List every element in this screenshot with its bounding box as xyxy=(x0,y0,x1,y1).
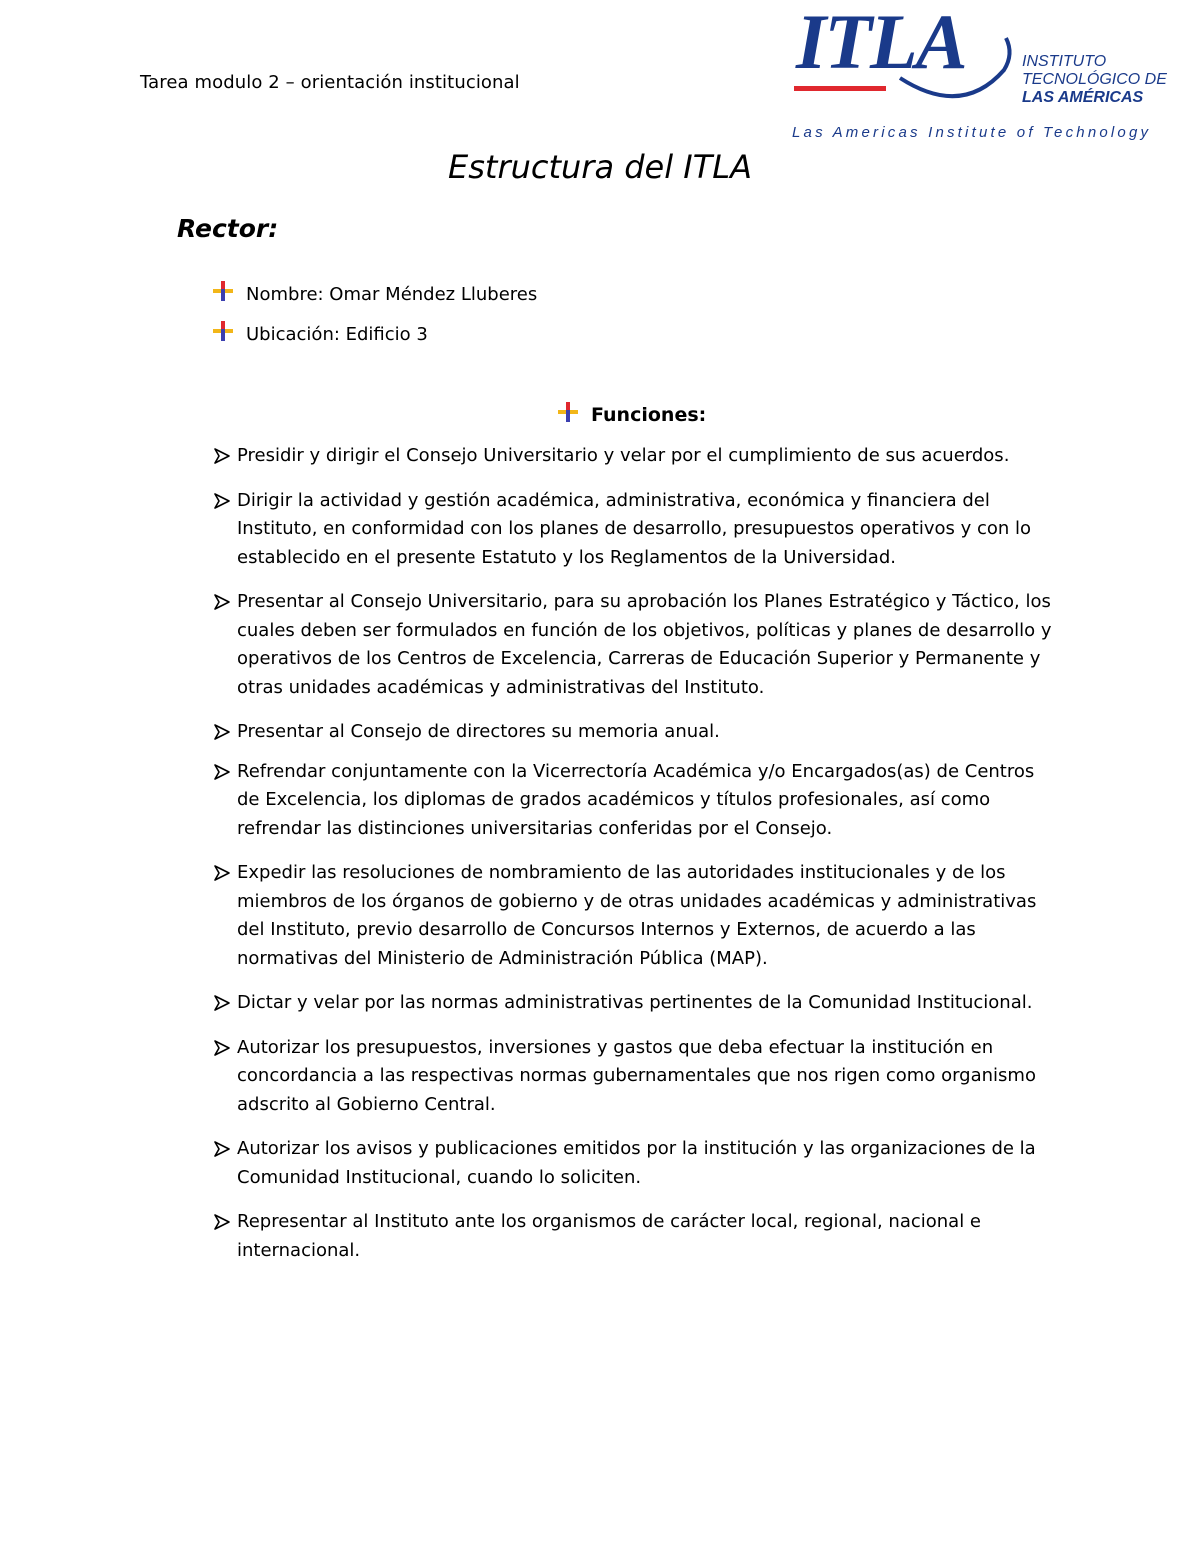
arrow-bullet-icon xyxy=(213,1140,231,1158)
function-text: Representar al Instituto ante los organismos de carácter local, regional, nacional e internacional. xyxy=(237,1211,982,1261)
arrow-bullet-icon xyxy=(213,763,231,781)
list-item xyxy=(213,758,1053,844)
functions-heading xyxy=(557,404,706,426)
list-item xyxy=(213,442,1053,471)
function-text: Expedir las resoluciones de nombramiento de las autoridades institucionales y de los miembros de los órganos de gobierno y de otras unidades académicas y administrativas del Instituto, previo desarrollo de Concursos Internos y Externos, de acuerdo a las normativas del Ministerio de Administración Pública (MAP). xyxy=(237,862,1037,969)
list-item xyxy=(213,1208,1053,1265)
logo-name-line3: LAS AMÉRICAS xyxy=(1022,89,1144,106)
function-text: Presidir y dirigir el Consejo Universitario y velar por el cumplimiento de sus acuerdos. xyxy=(237,445,1010,466)
function-text: Presentar al Consejo de directores su memoria anual. xyxy=(237,721,720,742)
list-item xyxy=(213,1135,1053,1192)
info-item-name xyxy=(212,283,537,305)
arrow-bullet-icon xyxy=(213,492,231,510)
arrow-bullet-icon xyxy=(213,447,231,465)
plus-bullet-icon xyxy=(212,320,234,342)
function-text: Autorizar los presupuestos, inversiones y gastos que deba efectuar la institución en concordancia a las respectivas normas gubernamentales que nos rigen como organismo adscrito al Gobierno Central. xyxy=(237,1036,1036,1115)
function-text: Dictar y velar por las normas administrativas pertinentes de la Comunidad Institucional. xyxy=(237,992,1033,1013)
list-item xyxy=(213,859,1053,973)
plus-bullet-icon xyxy=(212,280,234,302)
function-text: Presentar al Consejo Universitario, para su aprobación los Planes Estratégico y Táctico, los cuales deben ser formulados en función de los objetivos, políticas y planes de desarrollo y operativos de los Centros de Excelencia, Carreras de Educación Superior y Permanente y otras unidades académicas y administrativas del Instituto. xyxy=(237,591,1052,698)
logo-name-line2: TECNOLÓGICO DE xyxy=(1022,71,1167,88)
arrow-bullet-icon xyxy=(213,1213,231,1231)
arrow-bullet-icon xyxy=(213,994,231,1012)
functions-list xyxy=(213,442,1053,1281)
logo-red-bar xyxy=(794,86,886,91)
list-item xyxy=(213,989,1053,1018)
info-item-label: Ubicación: Edificio 3 xyxy=(246,323,428,345)
arrow-bullet-icon xyxy=(213,864,231,882)
functions-heading-label: Funciones: xyxy=(591,404,707,426)
function-text: Dirigir la actividad y gestión académica, administrativa, económica y financiera del Instituto, en conformidad con los planes de desarrollo, presupuestos operativos y con lo establecido en el presente Estatuto y los Reglamentos de la Universidad. xyxy=(237,489,1032,568)
list-item xyxy=(213,487,1053,573)
list-item xyxy=(213,588,1053,702)
arrow-bullet-icon xyxy=(213,723,231,741)
plus-bullet-icon xyxy=(557,401,579,423)
info-item-label: Nombre: Omar Méndez Lluberes xyxy=(246,283,538,305)
document-header-label: Tarea modulo 2 – orientación institucional xyxy=(140,72,520,93)
function-text: Autorizar los avisos y publicaciones emitidos por la institución y las organizaciones de la Comunidad Institucional, cuando lo soliciten. xyxy=(237,1138,1036,1188)
function-text: Refrendar conjuntamente con la Vicerrectoría Académica y/o Encargados(as) de Centros de Excelencia, los diplomas de grados académicos y títulos profesionales, así como refrendar las distinciones universitarias conferidas por el Consejo. xyxy=(237,760,1035,839)
list-item xyxy=(213,718,1053,747)
section-title-rector: Rector: xyxy=(177,214,279,243)
page-title: Estructura del ITLA xyxy=(448,148,752,186)
info-item-location xyxy=(212,323,428,345)
arrow-bullet-icon xyxy=(213,593,231,611)
logo-acronym: ITLA xyxy=(796,0,966,85)
logo-tagline: Las Americas Institute of Technology xyxy=(792,124,1152,141)
list-item xyxy=(213,1034,1053,1120)
logo-name-line1: INSTITUTO xyxy=(1022,53,1107,70)
arrow-bullet-icon xyxy=(213,1039,231,1057)
itla-logo xyxy=(792,0,1192,145)
